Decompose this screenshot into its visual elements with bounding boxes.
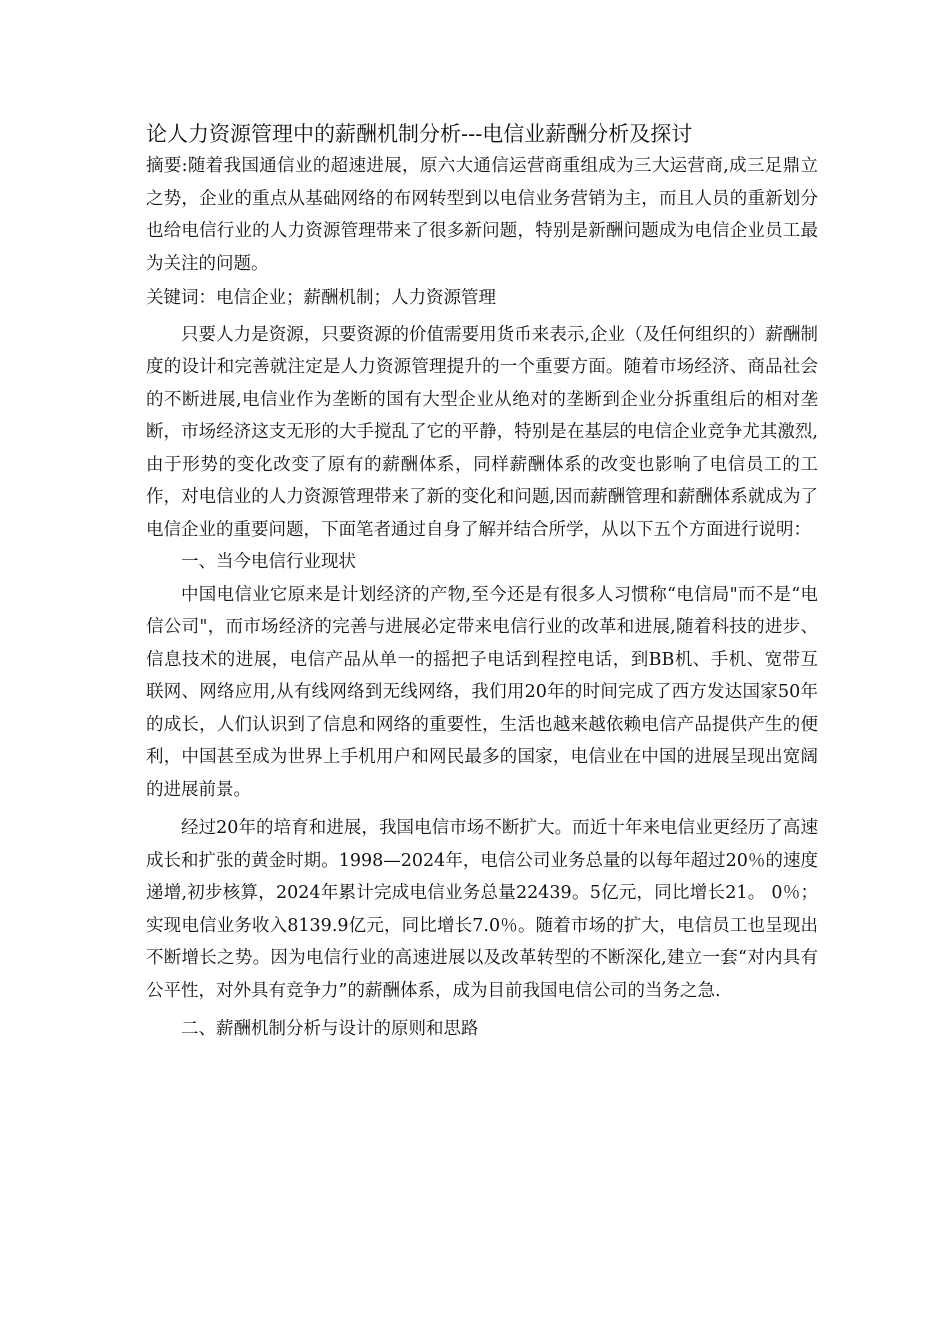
section-1-paragraph-1: 中国电信业它原来是计划经济的产物,至今还是有很多人习惯称“电信局"而不是“电信公司"，而市场经济的完善与进展必定带来电信行业的改革和进展,随着科技的进步、信息技术的进展，电信产品从单一的摇把子电话到程控电话，到BB机、手机、宽带互联网、网络应用,从有线网络到无线网络，我们用20年的时间完成了西方发达国家50年的成长，人们认识到了信息和网络的重要性，生活也越来越依赖电信产品提供产生的便利，中国甚至成为世界上手机用户和网民最多的国家，电信业在中国的进展呈现出宽阔的进展前景。 (146, 584, 818, 800)
section-heading-1: 一、当今电信行业现状 (181, 552, 356, 572)
keywords-line: 关键词：电信企业；薪酬机制；人力资源管理 (146, 288, 496, 308)
document-body (146, 118, 818, 1046)
abstract-paragraph: 摘要:随着我国通信业的超速进展，原六大通信运营商重组成为三大运营商,成三足鼎立之势，企业的重点从基础网络的布网转型到以电信业务营销为主，而且人员的重新划分也给电信行业的人力资源管理带来了很多新问题，特别是新酬问题成为电信企业员工最为关注的问题。 (146, 156, 818, 274)
section-1-paragraph-2: 经过20年的培育和进展，我国电信市场不断扩大。而近十年来电信业更经历了高速成长和扩张的黄金时期。1998—2024年，电信公司业务总量的以每年超过20％的速度递增,初步核算，2024年累计完成电信业务总量22439。5亿元，同比增长21。 0％；实现电信业务收入8139.9亿元，同比增长7.0％。随着市场的扩大，电信员工也呈现出不断增长之势。因为电信行业的高速进展以及改革转型的不断深化,建立一套“对内具有公平性，对外具有竞争力”的薪酬体系，成为目前我国电信公司的当务之急. (146, 818, 818, 1001)
section-heading-2: 二、薪酬机制分析与设计的原则和思路 (181, 1019, 479, 1039)
document-title: 论人力资源管理中的薪酬机制分析---电信业薪酬分析及探讨 (146, 122, 693, 146)
intro-paragraph: 只要人力是资源，只要资源的价值需要用货币来表示,企业（及任何组织的）薪酬制度的设计和完善就注定是人力资源管理提升的一个重要方面。随着市场经济、商品社会的不断进展,电信业作为垄断的国有大型企业从绝对的垄断到企业分拆重组后的相对垄断，市场经济这支无形的大手搅乱了它的平静，特别是在基层的电信企业竞争尤其激烈,由于形势的变化改变了原有的薪酬体系，同样薪酬体系的改变也影响了电信员工的工作，对电信业的人力资源管理带来了新的变化和问题,因而薪酬管理和薪酬体系就成为了电信企业的重要问题，下面笔者通过自身了解并结合所学，从以下五个方面进行说明： (146, 324, 818, 540)
